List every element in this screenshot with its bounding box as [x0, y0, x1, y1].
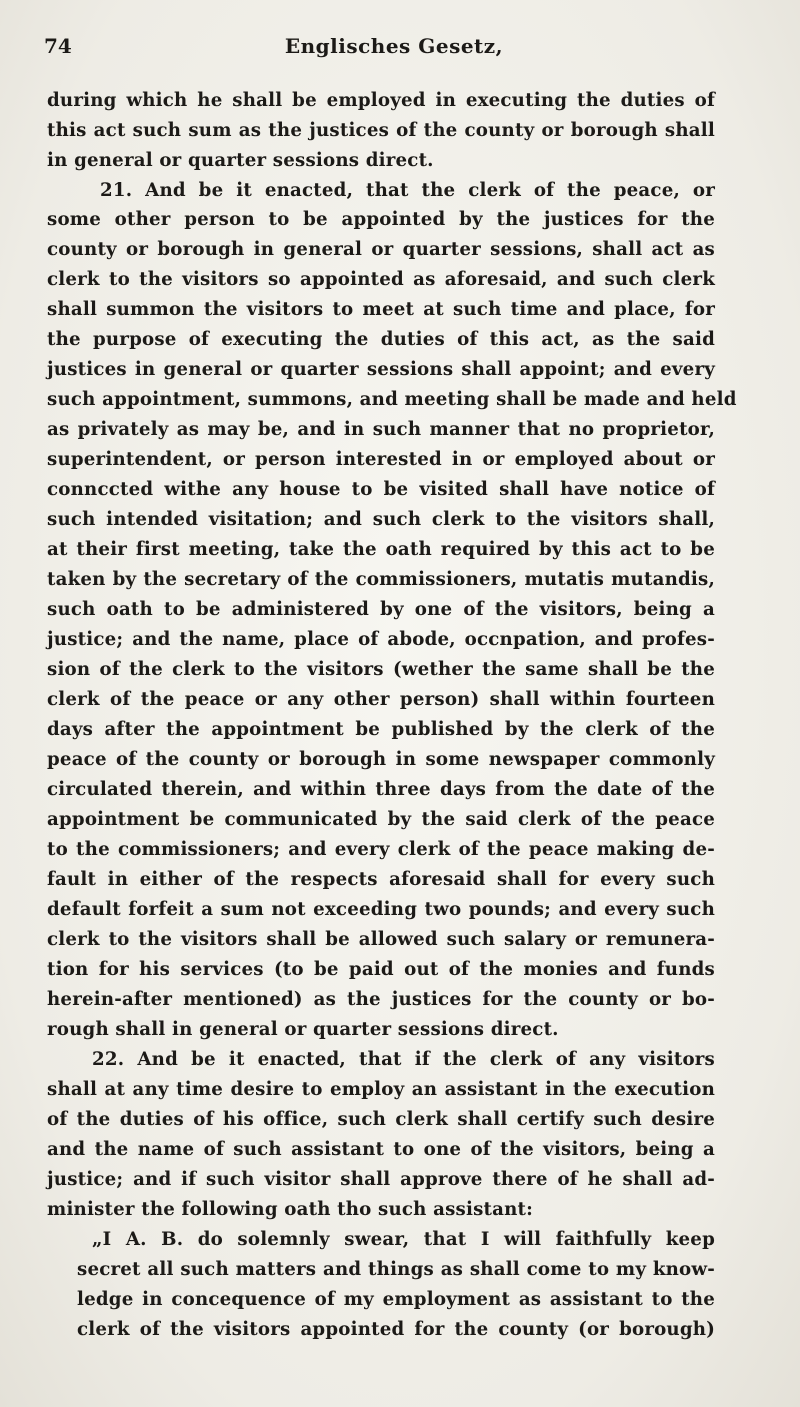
text-line: of the duties of his office, such clerk shall certify such desire	[47, 1109, 715, 1130]
text-line: tion for his services (to be paid out of the monies and funds	[47, 959, 715, 980]
text-line: at their first meeting, take the oath required by this act to be	[47, 539, 715, 560]
text-line: clerk to the visitors so appointed as aforesaid, and such clerk	[47, 269, 715, 290]
running-title: Englisches Gesetz,	[284, 34, 504, 58]
text-line: justices in general or quarter sessions shall appoint; and every	[47, 359, 715, 380]
text-line: taken by the secretary of the commissioners, mutatis mutandis,	[47, 569, 715, 590]
text-line: peace of the county or borough in some newspaper commonly	[47, 749, 715, 770]
section-22-start: 22. And be it enacted, that if the clerk of any visitors	[92, 1049, 715, 1070]
text-line: days after the appointment be published by the clerk of the	[47, 719, 715, 740]
text-line: the purpose of executing the duties of this act, as the said	[47, 329, 715, 350]
text-line: this act such sum as the justices of the county or borough shall	[47, 120, 715, 141]
text-line: in general or quarter sessions direct.	[47, 150, 434, 171]
text-line: minister the following oath tho such assistant:	[47, 1199, 534, 1220]
text-line: clerk of the peace or any other person) shall within fourteen	[47, 689, 715, 710]
text-line: default forfeit a sum not exceeding two pounds; and every such	[47, 899, 715, 920]
text-line: shall summon the visitors to meet at such time and place, for	[47, 299, 715, 320]
text-line: such appointment, summons, and meeting shall be made and held	[47, 389, 737, 410]
oath-start: „I A. B. do solemnly swear, that I will faithfully keep	[92, 1229, 715, 1250]
text-line: appointment be communicated by the said clerk of the peace	[47, 809, 715, 830]
text-line: rough shall in general or quarter sessions direct.	[47, 1019, 559, 1040]
section-21-start: 21. And be it enacted, that the clerk of the peace, or	[100, 180, 715, 201]
text-line: during which he shall be employed in executing the duties of	[47, 90, 715, 111]
text-line: and the name of such assistant to one of the visitors, being a	[47, 1139, 715, 1160]
text-line: some other person to be appointed by the justices for the	[47, 209, 715, 230]
text-line: sion of the clerk to the visitors (wether the same shall be the	[47, 659, 715, 680]
text-line: as privately as may be, and in such manner that no proprietor,	[47, 419, 715, 440]
text-line: justice; and the name, place of abode, occnpation, and profes-	[47, 629, 715, 650]
text-line: herein-after mentioned) as the justices for the county or bo-	[47, 989, 715, 1010]
page-number: 74	[44, 34, 72, 58]
text-line: such oath to be administered by one of the visitors, being a	[47, 599, 715, 620]
oath-line: secret all such matters and things as shall come to my know-	[77, 1259, 715, 1280]
oath-line: ledge in concequence of my employment as assistant to the	[77, 1289, 715, 1310]
oath-line: clerk of the visitors appointed for the county (or borough)	[77, 1319, 715, 1340]
text-line: superintendent, or person interested in or employed about or	[47, 449, 715, 470]
text-line: justice; and if such visitor shall approve there of he shall ad-	[47, 1169, 715, 1190]
text-line: shall at any time desire to employ an assistant in the execution	[47, 1079, 715, 1100]
text-line: fault in either of the respects aforesaid shall for every such	[47, 869, 715, 890]
text-line: county or borough in general or quarter sessions, shall act as	[47, 239, 715, 260]
text-line: to the commissioners; and every clerk of the peace making de-	[47, 839, 715, 860]
text-line: such intended visitation; and such clerk to the visitors shall,	[47, 509, 715, 530]
text-line: circulated therein, and within three days from the date of the	[47, 779, 715, 800]
page-header	[44, 34, 744, 70]
text-line: clerk to the visitors shall be allowed such salary or remunera-	[47, 929, 715, 950]
text-line: connccted withe any house to be visited shall have notice of	[47, 479, 715, 500]
